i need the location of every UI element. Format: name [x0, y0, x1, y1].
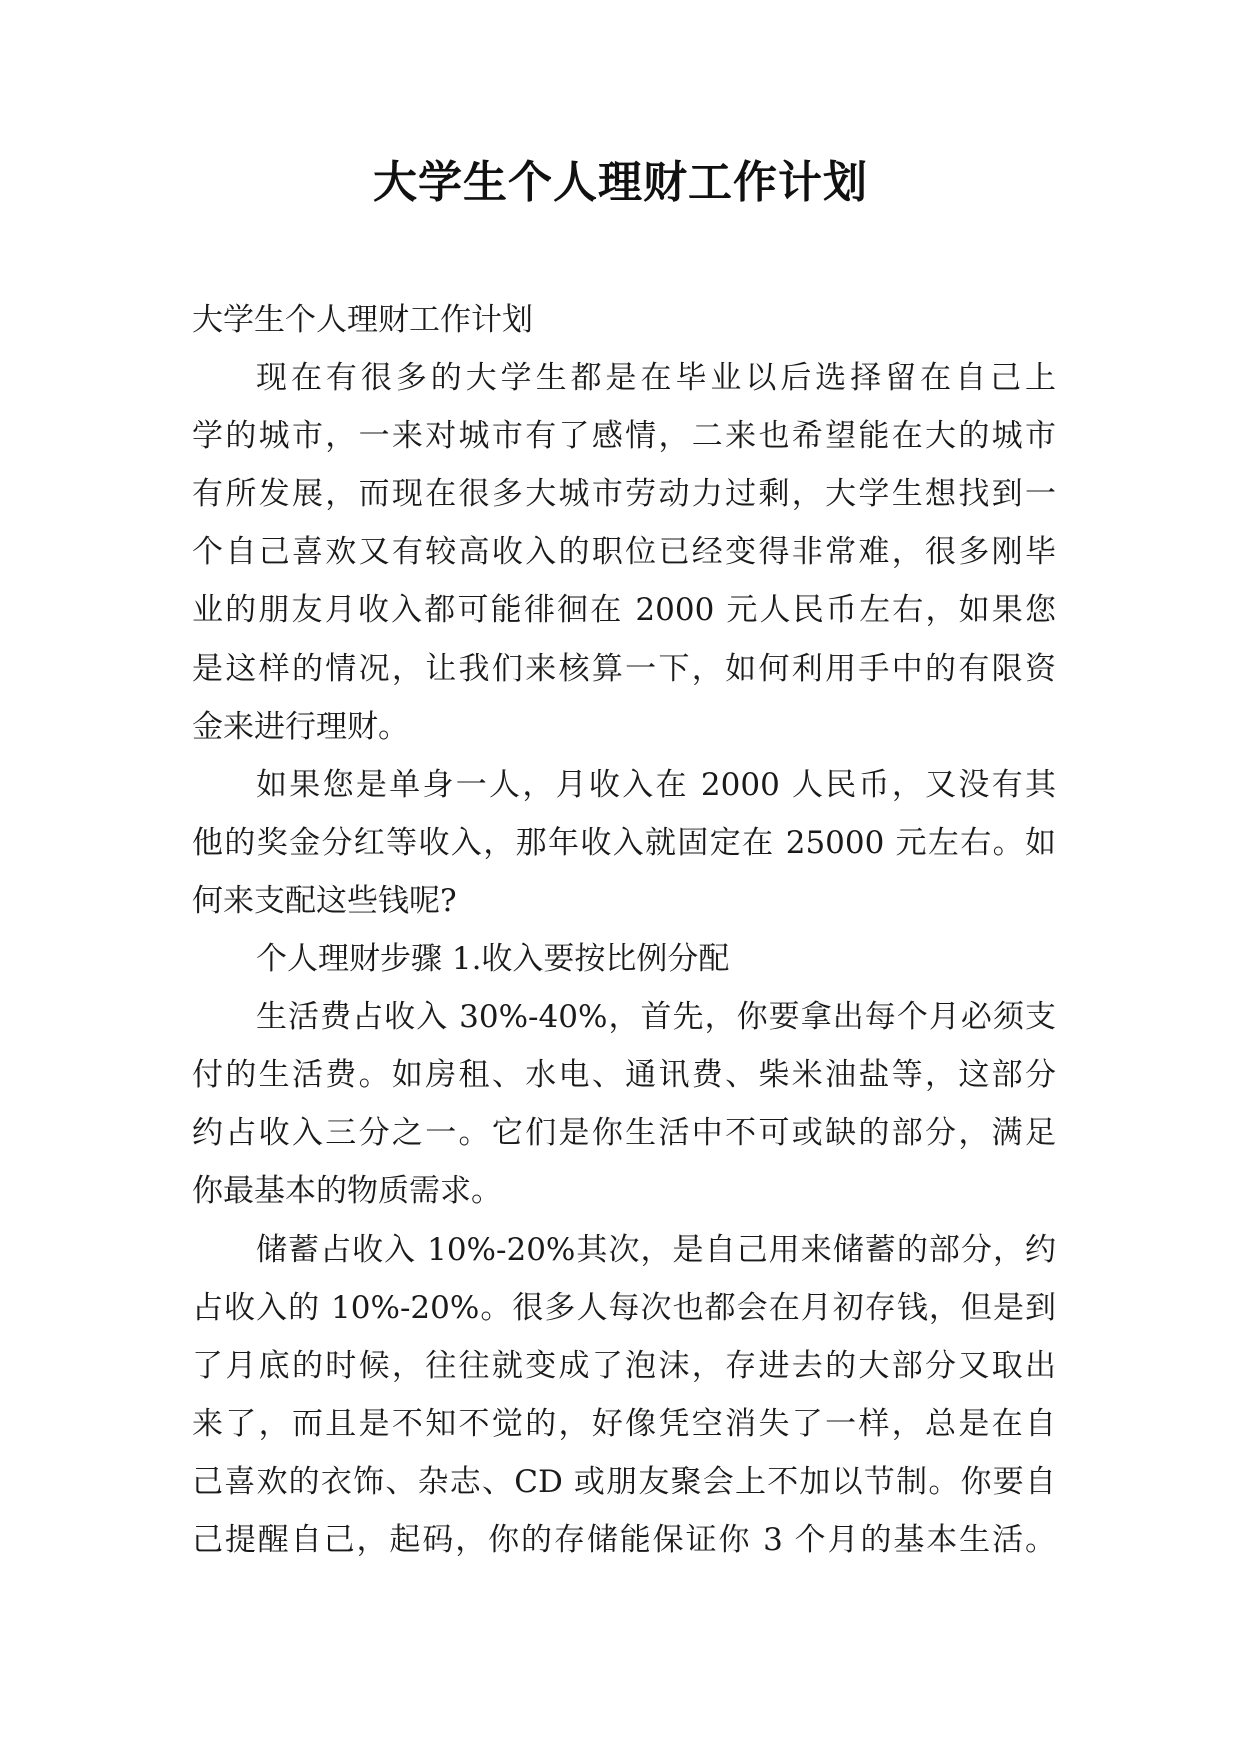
document-body — [192, 291, 1056, 1569]
body-line: 占收入的 10%-20%。很多人每次也都会在月初存钱，但是到 — [192, 1289, 1056, 1326]
body-line: 了月底的时候，往往就变成了泡沫，存进去的大部分又取出 — [192, 1347, 1056, 1384]
body-line: 生活费占收入 30%-40%，首先，你要拿出每个月必须支 — [256, 999, 1056, 1036]
document-title: 大学生个人理财工作计划 — [373, 157, 868, 208]
body-line: 储蓄占收入 10%-20%其次，是自己用来储蓄的部分，约 — [256, 1231, 1056, 1268]
body-line: 如果您是单身一人，月收入在 2000 人民币，又没有其 — [256, 766, 1056, 803]
body-line: 己提醒自己，起码，你的存储能保证你 3 个月的基本生活。 — [192, 1521, 1056, 1558]
body-line: 学的城市，一来对城市有了感情，二来也希望能在大的城市 — [192, 418, 1056, 455]
body-line: 是这样的情况，让我们来核算一下，如何利用手中的有限资 — [192, 650, 1056, 687]
body-line: 己喜欢的衣饰、杂志、CD 或朋友聚会上不加以节制。你要自 — [192, 1463, 1056, 1500]
body-line: 业的朋友月收入都可能徘徊在 2000 元人民币左右，如果您 — [192, 592, 1056, 629]
body-line: 付的生活费。如房租、水电、通讯费、柴米油盐等，这部分 — [192, 1057, 1056, 1094]
body-line: 大学生个人理财工作计划 — [192, 302, 533, 338]
body-line: 约占收入三分之一。它们是你生活中不可或缺的部分，满足 — [192, 1115, 1056, 1152]
body-line: 现在有很多的大学生都是在毕业以后选择留在自己上 — [256, 360, 1056, 397]
body-line: 个自己喜欢又有较高收入的职位已经变得非常难，很多刚毕 — [192, 534, 1056, 571]
body-line: 有所发展，而现在很多大城市劳动力过剩，大学生想找到一 — [192, 476, 1056, 513]
body-line: 他的奖金分红等收入，那年收入就固定在 25000 元左右。如 — [192, 824, 1056, 861]
body-line: 个人理财步骤 1.收入要按比例分配 — [256, 941, 730, 978]
body-line: 来了，而且是不知不觉的，好像凭空消失了一样，总是在自 — [192, 1405, 1056, 1442]
body-line: 你最基本的物质需求。 — [192, 1173, 502, 1210]
body-line: 何来支配这些钱呢? — [192, 882, 457, 919]
body-line: 金来进行理财。 — [192, 708, 409, 745]
